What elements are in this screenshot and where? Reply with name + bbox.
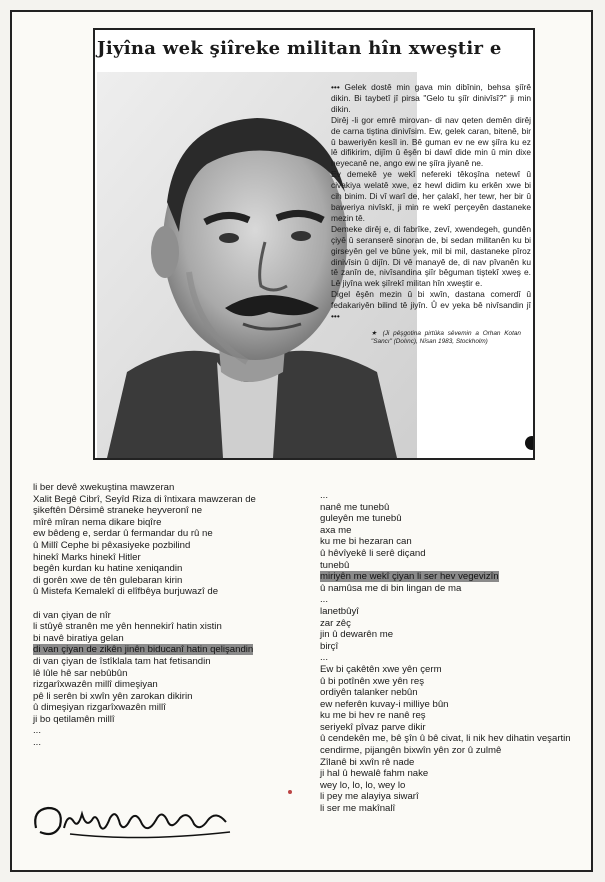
article-caption: ★ (Ji pêşgotina pirtûka sêvemin a Orhan Kotan "Sancı" (Dolınc), Nîsan 1983, Stockholm) — [371, 329, 521, 345]
article-paragraph: Ev demekê ye wekî nefereki têkoşîna netewî û civakiya welatê xwe, ez hewl didim ku erkên xwe bi cih binim. Di vî warî de, her çalakî, her tewr, her bir û baweriya nivîskî, ji min re wekî perçeyên dastaneke mezin tê. — [331, 169, 531, 223]
poem-line — [33, 528, 303, 540]
poem-line-text: cendirme, pijangên bixwîn yên zor û zulmê — [320, 745, 502, 757]
poem-line-text: ... — [33, 725, 41, 737]
poem-line-text: miriyên me wekî çiyan li ser hev vegevizîn — [320, 571, 499, 583]
poem-line — [320, 676, 590, 688]
poem-line-text: lanetbûyî — [320, 605, 359, 617]
poem-line — [320, 791, 590, 803]
poem-line-text: li stûyê stranên me yên hennekirî hatin xistin — [33, 621, 222, 633]
poem-line — [33, 714, 303, 726]
poem-line-text: ordiyên talanker nebûn — [320, 687, 418, 699]
poem-line — [320, 641, 590, 653]
poem-line — [320, 536, 590, 548]
article-paragraph: Dirêj -li gor emrê mirovan- di nav qeten demên dirêj de carna tiştina dinivîsim. Ew, gelek caran, bitenê, bir û baweriyên kesîl in. Bê guman ev ne ew şiîra ku ez lê difikirim, dijîm û êşên bi dawî dide min û min dixe heyecanê ne, ango ew ne şiîra jiyanê ne. — [331, 114, 531, 169]
poem-line — [33, 598, 303, 610]
clipping-headline: Jiyîna wek şiîreke militan hîn xweştir e — [97, 38, 502, 59]
article-paragraph: Demeke dirêj e, di fabrîke, zevî, xwendegeh, gundên çiyê û seranserê sinoran de, bi sedan militanên ku bi girseyên gel ve bûne yek, mil bi mil, dastaneke pîroz dinivîsin û dijîn. Di vê manayê de, di nav pîvanên ku tê zanîn de, nivîsandina şiîr bêguman tiştekî xweş e. Lê jiyîna wek şiîrekî militan hîn xweştir e. — [331, 223, 531, 289]
poem-line-text: û Mistefa Kemalekî di elîfbêya burjuwazî de — [33, 586, 219, 598]
poem-line-text: li ser me makînalî — [320, 803, 396, 815]
poem-line — [320, 629, 590, 641]
poem-line-text: ew neferên kuvay-i milliye bûn — [320, 698, 449, 710]
poem-line — [320, 618, 590, 630]
poem-line — [320, 571, 590, 583]
poem-line-text: ji bo qetilamên millî — [33, 713, 115, 725]
poem-line — [33, 575, 303, 587]
poem-line — [320, 745, 590, 757]
poem-line — [320, 525, 590, 537]
poem-left-column — [33, 482, 303, 749]
poem-line-text: li ber devê xwekuştina mawzeran — [33, 482, 175, 493]
poem-line-text: di van çiyan de nîr — [33, 609, 111, 621]
poem-line-text: şikeftên Dêrsimê straneke heyveronî ne — [33, 505, 203, 517]
poem-right-column — [320, 490, 590, 815]
poem-line — [33, 621, 303, 633]
poem-line-text: birçî — [320, 640, 339, 652]
poem-line-text: li pey me alayiya siwarî — [320, 791, 419, 803]
poem-line-text: ew bêdeng e, serdar û fermandar du rû ne — [33, 528, 213, 540]
poem-line — [33, 563, 303, 575]
poem-line-text: di van çiyan de zikên jinên biducanî hatin qelişandin — [33, 644, 254, 656]
clipping-article-text — [331, 82, 531, 346]
poem-line-text: û cendekên me, bê şîn û bê civat, li nik hev dihatin veşartin — [320, 733, 571, 745]
poem-line-text: Zîlanê bi xwîn rê nade — [320, 756, 415, 768]
poem-line — [320, 490, 590, 502]
poem-line — [320, 548, 590, 560]
poem-line-text: tunebû — [320, 559, 350, 571]
poem-line — [320, 560, 590, 572]
poem-line-text: guleyên me tunebû — [320, 513, 402, 525]
newspaper-clipping — [93, 28, 535, 460]
poem-line — [33, 702, 303, 714]
poem-line-text: wey lo, lo, lo, wey lo — [320, 779, 406, 791]
poem-line — [320, 768, 590, 780]
poem-line — [33, 633, 303, 645]
poem-line-text: di van çiyan de îstîklala tam hat fetisandin — [33, 655, 211, 667]
poem-line — [33, 656, 303, 668]
poem-line — [320, 710, 590, 722]
poem-line — [33, 517, 303, 529]
poem-line — [33, 540, 303, 552]
poem-line — [320, 664, 590, 676]
poem-line — [320, 699, 590, 711]
poem-line — [320, 583, 590, 595]
poem-line — [33, 586, 303, 598]
poem-line — [33, 552, 303, 564]
poem-line-text: ku me bi hezaran can — [320, 536, 412, 548]
poem-line — [320, 513, 590, 525]
poem-line-text: û hêvîyekê li serê diçand — [320, 547, 426, 559]
poem-line-text: ... — [320, 652, 328, 664]
poem-line-text: nanê me tunebû — [320, 501, 390, 513]
poem-line-text: di gorên xwe de tên gulebaran kirin — [33, 574, 183, 586]
poem-line — [320, 652, 590, 664]
poem-line — [33, 494, 303, 506]
poem-line-text: û dimeşiyan rizgarîxwazên millî — [33, 702, 166, 714]
poem-line-text: seriyekî pîvaz parve dikir — [320, 721, 426, 733]
poem-line-text: Xalit Begê Cibrî, Seyîd Riza di întixara mawzeran de — [33, 493, 256, 505]
poem-line — [33, 725, 303, 737]
article-paragraph: Digel êşên mezin û bi xwîn, dastana comerdî û fedakariyên bilind tê jiyîn. Û ev yeka bê nivîsandin jî ••• — [331, 289, 531, 322]
author-signature — [30, 798, 240, 842]
poem-line-text: û bi potînên xwe yên reş — [320, 675, 424, 687]
poem-line — [320, 687, 590, 699]
poem-line — [320, 803, 590, 815]
poem-line-text: û Millî Cephe bi pêxasiyeke pozbilind — [33, 539, 191, 551]
poem-line — [33, 644, 303, 656]
decorative-dot — [525, 436, 535, 450]
poem-line-text: bi navê biratiya gelan — [33, 632, 124, 644]
poem-line — [33, 482, 303, 494]
poem-line — [33, 679, 303, 691]
poem-line-text: ... — [33, 737, 41, 749]
poem-line-text: ji hal û hewalê fahm nake — [320, 768, 429, 780]
poem-line-text: jin û dewarên me — [320, 629, 394, 641]
article-paragraph: ••• Gelek dostê min gava min dibînin, behsa şiîrê dikin. Bi taybetî jî pirsa "Gelo tu şiîr dinivîsî?" ji min dikin. — [331, 82, 531, 114]
poem-line-text: mîrê mîran nema dikare biqîre — [33, 516, 162, 528]
poem-line-text: û namûsa me di bin lingan de ma — [320, 582, 462, 594]
poem-line-text: zar zêç — [320, 617, 351, 629]
poem-line-text: ... — [320, 490, 328, 501]
poem-line — [33, 668, 303, 680]
poem-line-text: begên kurdan ku hatine xeniqandin — [33, 563, 183, 575]
poem-line — [320, 780, 590, 792]
poem-line-text: hinekî Marks hinekî Hitler — [33, 551, 141, 563]
poem-line-text: axa me — [320, 524, 352, 536]
poem-line-text: lê lûle hê sar nebûbûn — [33, 667, 128, 679]
poem-line — [33, 610, 303, 622]
poem-line — [33, 505, 303, 517]
page-speck — [288, 790, 292, 794]
poem-line — [320, 733, 590, 745]
poem-line — [33, 691, 303, 703]
poem-line-text: ku me bi hev re nanê reş — [320, 710, 426, 722]
poem-line-text: pê li serên bi xwîn yên zarokan dikirin — [33, 690, 193, 702]
poem-line — [320, 722, 590, 734]
poem-line — [320, 757, 590, 769]
poem-line-text: Ew bi çakêtên xwe yên çerm — [320, 663, 442, 675]
poem-line — [320, 606, 590, 618]
poem-line — [33, 737, 303, 749]
poem-line-text: ... — [320, 594, 328, 606]
poem-line — [320, 594, 590, 606]
poem-line-text: rizgarîxwazên millî dimeşiyan — [33, 679, 158, 691]
poem-line — [320, 502, 590, 514]
